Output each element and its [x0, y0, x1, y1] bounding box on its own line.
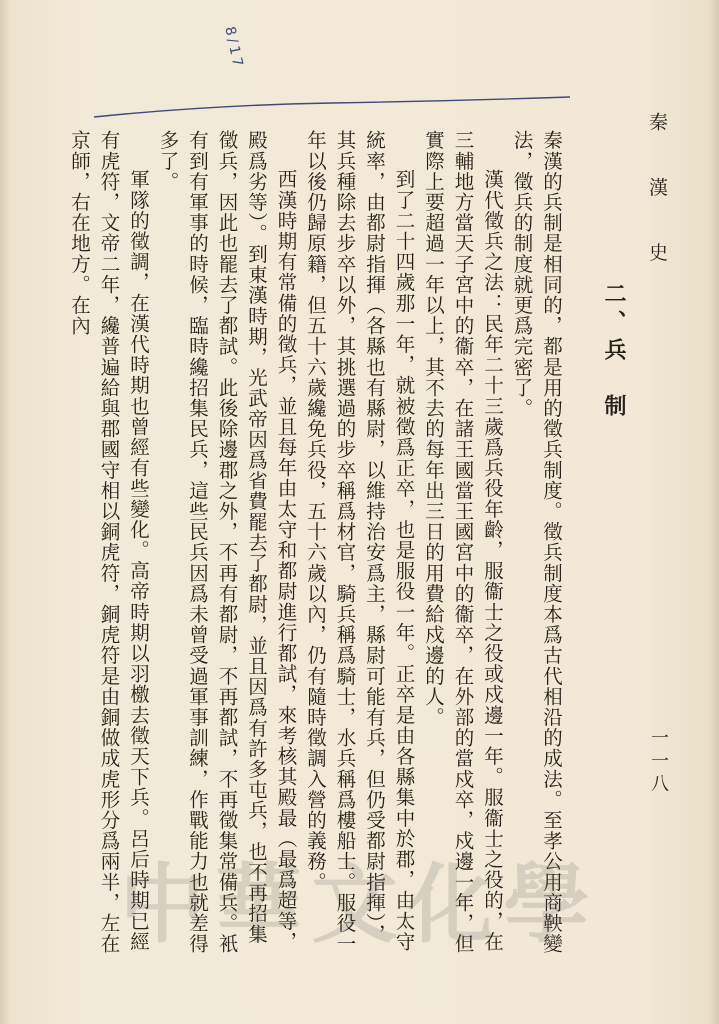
- handwritten-page-mark: 8/17: [221, 25, 247, 71]
- paragraph: 漢代徵兵之法：民年二十三歲爲兵役年齡，服衞士之役或戍邊一年。服衞士之役的，在三輔地方當天子宮中的衞卒，在諸王國當王國宮中的衞卒，在外部的當戍卒，戍邊一年，但實際上要超過一年以上，其不去的每年出三日的用費給戍邊的人。: [422, 130, 504, 954]
- page-number: 一一八: [648, 728, 669, 797]
- watermark: 中華文化學: [119, 854, 600, 955]
- paragraph: 軍隊的徵調，在漢代時期也曾經有些變化。高帝時期以羽檄去徵天下兵。呂后時期已經有虎符，文帝二年，纔普遍給與郡國守相以銅虎符，銅虎符是由銅做成虎形分爲兩半，左在京師，右在地方。在內: [68, 130, 150, 954]
- paragraph: 秦漢的兵制是相同的，都是用的徵兵制度。徵兵制度本爲古代相沿的成法。至孝公用商鞅變法，徵兵的制度就更爲完密了。: [510, 130, 563, 954]
- paragraph: 西漢時期有常備的徵兵，並且每年由太守和都尉進行都試，來考核其殿最（最爲超等，殿爲劣等）。到東漢時期，光武帝因爲省費罷去了都尉，並且因爲有許多屯兵，也不再招集徵兵，因此也罷去了都試。此後除邊郡之外，不再有都尉，不再都試，不再徵集常備兵。衹有到有軍事的時候，臨時纔招集民兵，這些民兵因爲未曾受過軍事訓練，作戰能力也就差得多了。: [156, 130, 298, 954]
- paragraph: 到了二十四歲那一年，就被徵爲正卒，也是服役一年。正卒是由各縣集中於郡，由太守統率，由都尉指揮（各縣也有縣尉，以維持治安爲主，縣尉可能有兵，但仍受都尉指揮），其兵種除去步卒以外，其挑選過的步卒稱爲材官，騎兵稱爲騎士，水兵稱爲樓船士。服役一年以後仍歸原籍，但五十六歲纔免兵役，五十六歲以內，仍有隨時徵調入營的義務。: [304, 130, 416, 954]
- running-header: 秦 漢 史: [646, 112, 668, 282]
- pencil-underline: [92, 95, 572, 123]
- section-title: 二、兵 制: [601, 282, 627, 422]
